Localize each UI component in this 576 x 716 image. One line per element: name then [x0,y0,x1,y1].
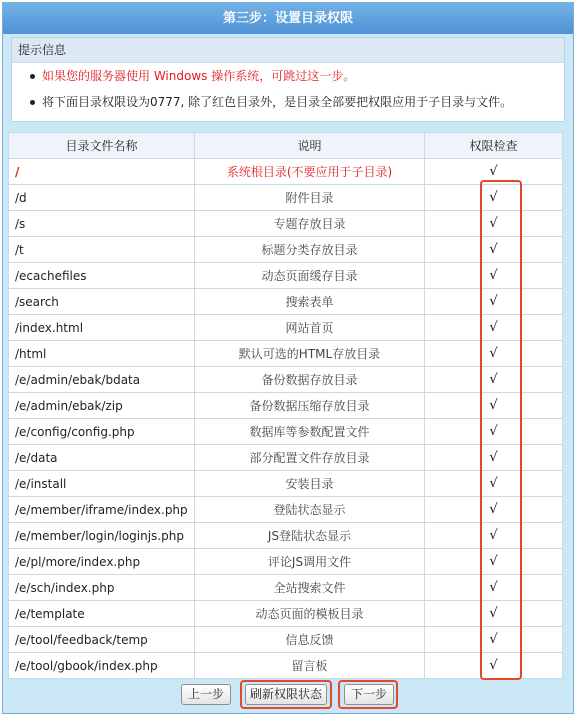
desc-cell: 标题分类存放目录 [195,237,425,263]
dir-cell: /e/config/config.php [9,419,195,445]
check-column-highlight [480,180,522,680]
dir-cell: /d [9,185,195,211]
dir-cell: /html [9,341,195,367]
desc-cell: 搜索表单 [195,289,425,315]
dir-cell: /ecachefiles [9,263,195,289]
desc-cell: 专题存放目录 [195,211,425,237]
dir-cell: /index.html [9,315,195,341]
dir-cell: /e/tool/feedback/temp [9,627,195,653]
desc-cell: 动态页面的模板目录 [195,601,425,627]
check-cell: √ [425,627,563,653]
dir-cell: /e/admin/ebak/bdata [9,367,195,393]
check-cell: √ [425,159,563,185]
next-step-button[interactable]: 下一步 [344,684,394,705]
check-cell: √ [425,601,563,627]
desc-cell: JS登陆状态显示 [195,523,425,549]
tips-list [12,63,564,115]
check-cell: √ [425,237,563,263]
dir-cell: /e/pl/more/index.php [9,549,195,575]
dir-cell: /e/tool/gbook/index.php [9,653,195,679]
dir-cell: /t [9,237,195,263]
tips-panel [11,37,565,122]
dir-cell: / [9,159,195,185]
dir-cell: /s [9,211,195,237]
check-cell: √ [425,445,563,471]
desc-cell: 数据库等参数配置文件 [195,419,425,445]
col-header-check: 权限检查 [425,133,563,159]
desc-cell: 全站搜索文件 [195,575,425,601]
step-title: 第三步：设置目录权限 [3,3,573,34]
check-cell: √ [425,341,563,367]
dir-cell: /e/member/login/loginjs.php [9,523,195,549]
dir-cell: /e/admin/ebak/zip [9,393,195,419]
dir-cell: /e/data [9,445,195,471]
desc-cell: 备份数据压缩存放目录 [195,393,425,419]
check-cell: √ [425,289,563,315]
tips-title: 提示信息 [12,38,564,63]
desc-cell: 备份数据存放目录 [195,367,425,393]
check-cell: √ [425,393,563,419]
tip-windows: 如果您的服务器使用 Windows 操作系统，可跳过这一步。 [30,63,564,89]
check-cell: √ [425,523,563,549]
check-cell: √ [425,653,563,679]
check-cell: √ [425,263,563,289]
desc-cell: 系统根目录(不要应用于子目录) [195,159,425,185]
desc-cell: 留言板 [195,653,425,679]
desc-cell: 部分配置文件存放目录 [195,445,425,471]
desc-cell: 安装目录 [195,471,425,497]
table-header-row [9,133,563,159]
refresh-permission-button[interactable]: 刷新权限状态 [245,684,327,705]
check-cell: √ [425,497,563,523]
check-cell: √ [425,211,563,237]
desc-cell: 网站首页 [195,315,425,341]
dir-cell: /search [9,289,195,315]
desc-cell: 附件目录 [195,185,425,211]
desc-cell: 默认可选的HTML存放目录 [195,341,425,367]
desc-cell: 动态页面缓存目录 [195,263,425,289]
check-cell: √ [425,315,563,341]
check-cell: √ [425,185,563,211]
col-header-dir: 目录文件名称 [9,133,195,159]
dir-cell: /e/sch/index.php [9,575,195,601]
col-header-desc: 说明 [195,133,425,159]
dir-cell: /e/template [9,601,195,627]
check-cell: √ [425,575,563,601]
table-row [9,159,563,185]
desc-cell: 信息反馈 [195,627,425,653]
check-cell: √ [425,419,563,445]
desc-cell: 登陆状态显示 [195,497,425,523]
desc-cell: 评论JS调用文件 [195,549,425,575]
dir-cell: /e/install [9,471,195,497]
check-cell: √ [425,549,563,575]
check-cell: √ [425,367,563,393]
check-cell: √ [425,471,563,497]
dir-cell: /e/member/iframe/index.php [9,497,195,523]
prev-step-button[interactable]: 上一步 [181,684,231,705]
tip-permission: 将下面目录权限设为0777, 除了红色目录外，是目录全部要把权限应用于子目录与文件。 [30,89,564,115]
